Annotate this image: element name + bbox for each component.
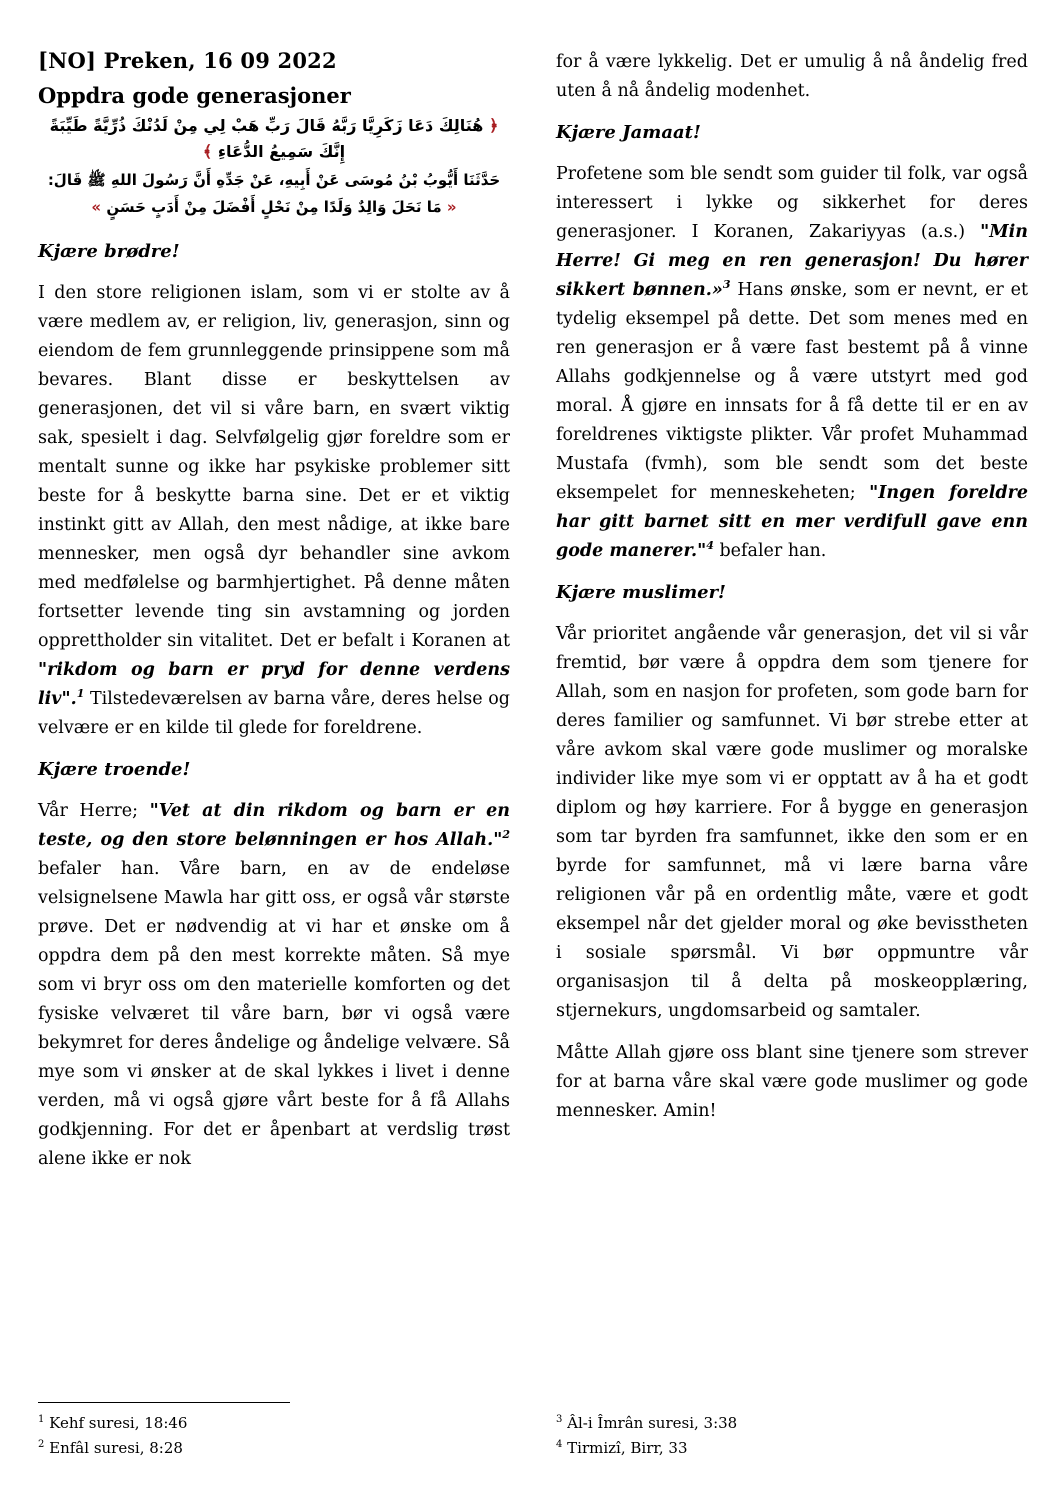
paragraph — [556, 48, 1028, 106]
footnote-number: 1 — [38, 1414, 45, 1425]
footnote-text: Tirmizî, Birr, 33 — [562, 1439, 688, 1457]
footnote-text: Enfâl suresi, 8:28 — [44, 1439, 183, 1457]
left-column — [38, 48, 510, 1461]
verse-close-bracket: ﴾ — [202, 142, 213, 161]
footnote-ref: 4 — [706, 539, 714, 553]
hadith-text-arabic — [38, 195, 510, 220]
right-column-body — [556, 48, 1028, 1139]
section-heading: Kjære troende! — [38, 759, 191, 780]
footnote-ref: 1 — [76, 687, 85, 701]
footnote-ref: 3 — [722, 278, 731, 292]
page-subtitle: Oppdra gode generasjoner — [38, 83, 351, 108]
page-title: [NO] Preken, 16 09 2022 — [38, 48, 337, 73]
footnote-number: 3 — [556, 1414, 563, 1425]
right-footnotes — [556, 1411, 1028, 1461]
body-text: Måtte Allah gjøre oss blant sine tjenere som strever for at barna våre skal være gode muslimer og gode mennesker. Amin! — [556, 1043, 1028, 1121]
hadith-text: مَا نَحَلَ وَالِدٌ وَلَدًا مِنْ نَحْلٍ أَفْضَلَ مِنْ أَدَبٍ حَسَنٍ — [106, 198, 442, 216]
section-heading: Kjære muslimer! — [556, 582, 726, 603]
arabic-quotes-block — [38, 113, 510, 220]
footnote-divider — [38, 1402, 290, 1403]
body-text: Tilstedeværelsen av barna våre, deres helse og velvære er en kilde til glede for foreldrene. — [38, 689, 510, 738]
inline-quote: "Vet at din rikdom og barn er en teste, og den store belønningen er hos Allah." — [38, 801, 511, 850]
paragraph — [38, 797, 510, 1174]
inline-quote: "rikdom og barn er pryd for denne verdens liv". — [38, 660, 510, 709]
paragraph — [556, 620, 1028, 1026]
footnote-list — [556, 1411, 1028, 1461]
footnote-number: 4 — [556, 1439, 563, 1450]
body-text: Profetene som ble sendt som guider til folk, var også interessert i lykke og sikkerhet for deres generasjoner. I Koranen, Zakariyyas (a.s.) — [556, 164, 1028, 242]
footnote — [556, 1411, 1028, 1436]
hadith-chain-arabic: حَدَّثَنَا أَيُّوبُ بْنُ مُوسَى عَنْ أَبِيهِ، عَنْ جَدِّهِ أَنَّ رَسُولَ اللهِ ﷺ قَالَ: — [47, 171, 501, 189]
verse-open-bracket: ﴿ — [488, 116, 499, 135]
paragraph — [556, 1039, 1028, 1126]
section-heading: Kjære brødre! — [38, 241, 180, 262]
inline-quote: "Min Herre! Gi meg en ren generasjon! Du hører sikkert bønnen.» — [556, 222, 1028, 300]
inline-quote: "Ingen foreldre har gitt barnet sitt en mer verdifull gave enn gode manerer." — [556, 483, 1028, 561]
footnote-text: Âl-i Îmrân suresi, 3:38 — [562, 1414, 738, 1432]
footnote — [556, 1436, 1028, 1461]
hadith-close-guillemet: » — [91, 198, 102, 216]
body-text: befaler han. — [713, 541, 827, 561]
footnote — [38, 1436, 510, 1461]
right-column — [556, 48, 1028, 1461]
body-text: Vår Herre; — [38, 801, 150, 821]
quran-verse-arabic — [38, 113, 510, 165]
paragraph — [556, 160, 1028, 566]
footnote — [38, 1411, 510, 1436]
body-text: Hans ønske, som er nevnt, er et tydelig eksempel på dette. Det som menes med en ren generasjon er å være fast bestemt på å vinne Allahs godkjennelse og å være utstyrt med god moral. Å gjøre en innsats for å få dette til er en av foreldrenes viktigste plikter. Vår profet Muhammad Mustafa (fvmh), som ble sendt som det beste eksempelet for menneskeheten; — [556, 280, 1028, 503]
body-text: I den store religionen islam, som vi er stolte av å være medlem av, er religion, liv, generasjon, sinn og eiendom de fem grunnleggende prinsippene som må bevares. Blant disse er beskyttelsen av generasjonen, det vil si våre barn, en svært viktig sak, spesielt i dag. Selvfølgelig gjør foreldre som er mentalt sunne og ikke har psykiske problemer sitt beste for å beskytte barna sine. Det er et viktig instinkt gitt av Allah, den mest nådige, at ikke bare mennesker, men også dyr behandler sine avkom med medfølelse og barmhjertighet. På denne måten fortsetter levende ting sin avstamning og jorden opprettholder sin vitalitet. Det er befalt i Koranen at — [38, 283, 510, 651]
body-text: befaler han. Våre barn, en av de endeløse velsignelsene Mawla har gitt oss, er også vår største prøve. Det er nødvendig at vi har et ønske om å oppdra dem på den mest korrekte måten. Så mye som vi bryr oss om den materielle komforten og det fysiske velværet til våre barn, bør vi også være bekymret for deres åndelige og åndelige velvære. Så mye som vi ønsker at de skal lykkes i livet i denne verden, må vi også gjøre vårt beste for å få Allahs godkjenning. For det er åpenbart at verdslig trøst alene ikke er nok — [38, 859, 510, 1169]
section-heading: Kjære Jamaat! — [556, 122, 701, 143]
left-column-body — [38, 228, 510, 1187]
verse-text: هُنَالِكَ دَعَا زَكَرِيَّا رَبَّهُ قَالَ رَبِّ هَبْ لِي مِنْ لَدُنْكَ ذُرِّيَّةً طَيِّبَةً إِنَّكَ سَمِيعُ الدُّعَاءِ — [49, 116, 484, 161]
hadith-open-guillemet: « — [446, 198, 457, 216]
paragraph — [38, 279, 510, 743]
footnote-number: 2 — [38, 1439, 45, 1450]
footnote-ref: 2 — [502, 828, 510, 842]
footnote-text: Kehf suresi, 18:46 — [44, 1414, 188, 1432]
body-text: for å være lykkelig. Det er umulig å nå åndelig fred uten å nå åndelig modenhet. — [556, 52, 1028, 101]
footnote-list — [38, 1411, 510, 1461]
body-text: Vår prioritet angående vår generasjon, det vil si vår fremtid, bør være å oppdra dem som tjenere for Allah, som en nasjon for profeten, som gode barn for deres familier og samfunnet. Vi bør strebe etter at våre avkom skal være gode muslimer og moralske individer like mye som vi er opptatt av å ha et godt diplom og høy karriere. For å bygge en generasjon som tar byrden fra samfunnet, ikke den som er en byrde for samfunnet, må vi lære barna våre religionen vår på en ordentlig måte, være et godt eksempel når det gjelder moral og øke bevisstheten i sosiale spørsmål. Vi bør oppmuntre vår organisasjon til å delta på moskeopplæring, stjernekurs, ungdomsarbeid og samtaler. — [556, 624, 1028, 1021]
left-footnotes — [38, 1402, 510, 1461]
